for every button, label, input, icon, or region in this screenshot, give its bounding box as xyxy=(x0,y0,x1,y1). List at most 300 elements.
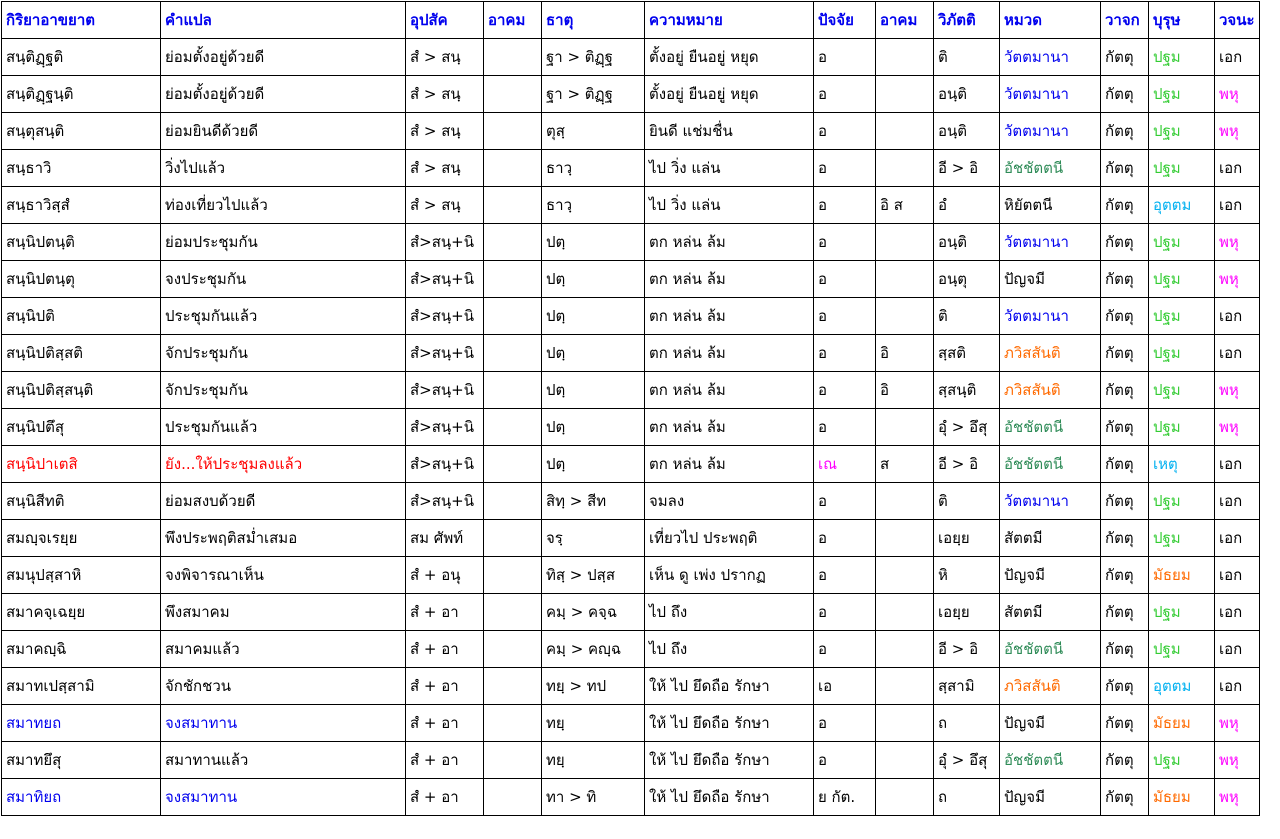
voice-cell: กัตตุ xyxy=(1101,113,1149,150)
person-cell: ปฐม xyxy=(1149,298,1215,335)
root-cell: ปตฺ xyxy=(542,261,645,298)
ending-cell: ติ xyxy=(934,483,1000,520)
augment-2-cell: อิ ส xyxy=(876,187,934,224)
verb-cell: สนฺติฏฺฐติ xyxy=(2,39,161,76)
meaning-cell: จมลง xyxy=(645,483,814,520)
augment-2-cell xyxy=(876,631,934,668)
number-cell: พหุ xyxy=(1215,779,1260,816)
ending-cell: ถ xyxy=(934,779,1000,816)
col-header-translation: คำแปล xyxy=(161,2,406,39)
table-row xyxy=(2,446,1260,483)
person-cell: ปฐม xyxy=(1149,483,1215,520)
meaning-cell: ไป ถึง xyxy=(645,594,814,631)
tense-group-cell: ปัญจมี xyxy=(1000,261,1101,298)
augment-2-cell xyxy=(876,520,934,557)
prefix-cell: สํ + อา xyxy=(406,631,484,668)
table-row xyxy=(2,668,1260,705)
voice-cell: กัตตุ xyxy=(1101,372,1149,409)
verb-cell: สนฺธาวิสฺสํ xyxy=(2,187,161,224)
voice-cell: กัตตุ xyxy=(1101,742,1149,779)
augment-cell xyxy=(484,446,542,483)
augment-2-cell xyxy=(876,483,934,520)
number-cell: พหุ xyxy=(1215,705,1260,742)
ending-cell: อุํ > อึสุ xyxy=(934,742,1000,779)
augment-2-cell xyxy=(876,557,934,594)
prefix-cell: สม ศัพท์ xyxy=(406,520,484,557)
ending-cell: อุํ > อึสุ xyxy=(934,409,1000,446)
translation-cell: จักชักชวน xyxy=(161,668,406,705)
table-row xyxy=(2,39,1260,76)
translation-cell: ย่อมประชุมกัน xyxy=(161,224,406,261)
root-cell: จรฺ xyxy=(542,520,645,557)
number-cell: เอก xyxy=(1215,631,1260,668)
verb-cell: สมาทิยถ xyxy=(2,779,161,816)
number-cell: พหุ xyxy=(1215,261,1260,298)
ending-cell: อนฺติ xyxy=(934,224,1000,261)
suffix-cell: อ xyxy=(814,187,876,224)
verb-cell: สนฺธาวิ xyxy=(2,150,161,187)
col-header-augment-2: อาคม xyxy=(876,2,934,39)
translation-cell: ประชุมกันแล้ว xyxy=(161,298,406,335)
suffix-cell: อ xyxy=(814,409,876,446)
number-cell: เอก xyxy=(1215,39,1260,76)
suffix-cell: อ xyxy=(814,742,876,779)
suffix-cell: อ xyxy=(814,76,876,113)
prefix-cell: สํ>สนฺ+นิ xyxy=(406,409,484,446)
translation-cell: ยัง...ให้ประชุมลงแล้ว xyxy=(161,446,406,483)
person-cell: ปฐม xyxy=(1149,631,1215,668)
person-cell: อุตตม xyxy=(1149,668,1215,705)
meaning-cell: ไป วิ่ง แล่น xyxy=(645,187,814,224)
augment-cell xyxy=(484,705,542,742)
table-row xyxy=(2,742,1260,779)
number-cell: เอก xyxy=(1215,668,1260,705)
table-row xyxy=(2,335,1260,372)
col-header-prefix: อุปสัค xyxy=(406,2,484,39)
suffix-cell: อ xyxy=(814,224,876,261)
number-cell: เอก xyxy=(1215,557,1260,594)
verb-cell: สนฺนิสีทติ xyxy=(2,483,161,520)
voice-cell: กัตตุ xyxy=(1101,557,1149,594)
meaning-cell: ให้ ไป ยึดถือ รักษา xyxy=(645,742,814,779)
augment-cell xyxy=(484,483,542,520)
meaning-cell: เที่ยวไป ประพฤติ xyxy=(645,520,814,557)
ending-cell: ถ xyxy=(934,705,1000,742)
meaning-cell: ตก หล่น ล้ม xyxy=(645,261,814,298)
suffix-cell: อ xyxy=(814,520,876,557)
augment-cell xyxy=(484,409,542,446)
col-header-suffix: ปัจจัย xyxy=(814,2,876,39)
root-cell: ปตฺ xyxy=(542,409,645,446)
number-cell: พหุ xyxy=(1215,409,1260,446)
tense-group-cell: อัชชัตตนี xyxy=(1000,446,1101,483)
verb-cell: สนฺนิปาเตสิ xyxy=(2,446,161,483)
person-cell: ปฐม xyxy=(1149,409,1215,446)
root-cell: คมฺ > คจฺฉ xyxy=(542,594,645,631)
table-row xyxy=(2,113,1260,150)
person-cell: ปฐม xyxy=(1149,39,1215,76)
augment-cell xyxy=(484,150,542,187)
verb-cell: สนฺนิปติ xyxy=(2,298,161,335)
translation-cell: วิ่งไปแล้ว xyxy=(161,150,406,187)
ending-cell: อี > อิ xyxy=(934,150,1000,187)
augment-2-cell xyxy=(876,261,934,298)
prefix-cell: สํ + อา xyxy=(406,705,484,742)
table-row xyxy=(2,372,1260,409)
prefix-cell: สํ + อา xyxy=(406,742,484,779)
root-cell: ทา > ทิ xyxy=(542,779,645,816)
augment-2-cell xyxy=(876,705,934,742)
voice-cell: กัตตุ xyxy=(1101,409,1149,446)
verb-cell: สมาคญฺฉิ xyxy=(2,631,161,668)
augment-2-cell xyxy=(876,742,934,779)
translation-cell: ย่อมตั้งอยู่ด้วยดี xyxy=(161,39,406,76)
number-cell: เอก xyxy=(1215,594,1260,631)
translation-cell: ย่อมตั้งอยู่ด้วยดี xyxy=(161,76,406,113)
header-row xyxy=(2,2,1260,39)
tense-group-cell: ปัญจมี xyxy=(1000,705,1101,742)
suffix-cell: อ xyxy=(814,483,876,520)
root-cell: คมฺ > คญฺฉ xyxy=(542,631,645,668)
prefix-cell: สํ > สนฺ xyxy=(406,39,484,76)
number-cell: เอก xyxy=(1215,298,1260,335)
verb-cell: สนฺนิปตนฺติ xyxy=(2,224,161,261)
number-cell: พหุ xyxy=(1215,76,1260,113)
verb-cell: สนฺนิปติสฺสติ xyxy=(2,335,161,372)
tense-group-cell: สัตตมี xyxy=(1000,520,1101,557)
prefix-cell: สํ>สนฺ+นิ xyxy=(406,335,484,372)
ending-cell: ติ xyxy=(934,298,1000,335)
col-header-number: วจนะ xyxy=(1215,2,1260,39)
root-cell: ปตฺ xyxy=(542,446,645,483)
prefix-cell: สํ>สนฺ+นิ xyxy=(406,446,484,483)
prefix-cell: สํ > สนฺ xyxy=(406,150,484,187)
ending-cell: หิ xyxy=(934,557,1000,594)
tense-group-cell: ปัญจมี xyxy=(1000,779,1101,816)
prefix-cell: สํ > สนฺ xyxy=(406,76,484,113)
tense-group-cell: อัชชัตตนี xyxy=(1000,409,1101,446)
augment-cell xyxy=(484,668,542,705)
col-header-verb: กิริยาอาขยาต xyxy=(2,2,161,39)
suffix-cell: เณ xyxy=(814,446,876,483)
verb-cell: สมาทเปสฺสามิ xyxy=(2,668,161,705)
voice-cell: กัตตุ xyxy=(1101,668,1149,705)
translation-cell: สมาทานแล้ว xyxy=(161,742,406,779)
meaning-cell: ยินดี แช่มชื่น xyxy=(645,113,814,150)
voice-cell: กัตตุ xyxy=(1101,446,1149,483)
col-header-voice: วาจก xyxy=(1101,2,1149,39)
prefix-cell: สํ>สนฺ+นิ xyxy=(406,372,484,409)
voice-cell: กัตตุ xyxy=(1101,298,1149,335)
tense-group-cell: ภวิสสันติ xyxy=(1000,335,1101,372)
augment-2-cell xyxy=(876,409,934,446)
ending-cell: เอยฺย xyxy=(934,594,1000,631)
ending-cell: อี > อิ xyxy=(934,446,1000,483)
voice-cell: กัตตุ xyxy=(1101,39,1149,76)
person-cell: ปฐม xyxy=(1149,742,1215,779)
person-cell: มัธยม xyxy=(1149,557,1215,594)
translation-cell: จงประชุมกัน xyxy=(161,261,406,298)
number-cell: เอก xyxy=(1215,446,1260,483)
voice-cell: กัตตุ xyxy=(1101,594,1149,631)
meaning-cell: เห็น ดู เพ่ง ปรากฏ xyxy=(645,557,814,594)
translation-cell: พึงสมาคม xyxy=(161,594,406,631)
root-cell: ฐา > ติฏฺฐ xyxy=(542,76,645,113)
prefix-cell: สํ>สนฺ+นิ xyxy=(406,224,484,261)
person-cell: ปฐม xyxy=(1149,150,1215,187)
augment-cell xyxy=(484,594,542,631)
suffix-cell: อ xyxy=(814,39,876,76)
suffix-cell: อ xyxy=(814,631,876,668)
suffix-cell: อ xyxy=(814,261,876,298)
root-cell: ปตฺ xyxy=(542,335,645,372)
tense-group-cell: วัตตมานา xyxy=(1000,76,1101,113)
augment-cell xyxy=(484,76,542,113)
person-cell: ปฐม xyxy=(1149,76,1215,113)
tense-group-cell: ปัญจมี xyxy=(1000,557,1101,594)
augment-cell xyxy=(484,520,542,557)
augment-cell xyxy=(484,742,542,779)
person-cell: ปฐม xyxy=(1149,335,1215,372)
ending-cell: สฺสามิ xyxy=(934,668,1000,705)
augment-2-cell xyxy=(876,76,934,113)
table-row xyxy=(2,187,1260,224)
tense-group-cell: วัตตมานา xyxy=(1000,113,1101,150)
tense-group-cell: วัตตมานา xyxy=(1000,39,1101,76)
meaning-cell: ให้ ไป ยึดถือ รักษา xyxy=(645,779,814,816)
translation-cell: ประชุมกันแล้ว xyxy=(161,409,406,446)
suffix-cell: อ xyxy=(814,372,876,409)
root-cell: ทยฺ > ทป xyxy=(542,668,645,705)
root-cell: ทยฺ xyxy=(542,742,645,779)
augment-cell xyxy=(484,113,542,150)
voice-cell: กัตตุ xyxy=(1101,631,1149,668)
person-cell: ปฐม xyxy=(1149,224,1215,261)
table-row xyxy=(2,631,1260,668)
prefix-cell: สํ > สนฺ xyxy=(406,187,484,224)
meaning-cell: ตก หล่น ล้ม xyxy=(645,446,814,483)
voice-cell: กัตตุ xyxy=(1101,705,1149,742)
root-cell: ปตฺ xyxy=(542,372,645,409)
prefix-cell: สํ + อา xyxy=(406,594,484,631)
number-cell: เอก xyxy=(1215,335,1260,372)
voice-cell: กัตตุ xyxy=(1101,483,1149,520)
verb-cell: สนฺนิปติสฺสนฺติ xyxy=(2,372,161,409)
prefix-cell: สํ + อา xyxy=(406,779,484,816)
number-cell: พหุ xyxy=(1215,742,1260,779)
person-cell: ปฐม xyxy=(1149,594,1215,631)
voice-cell: กัตตุ xyxy=(1101,335,1149,372)
person-cell: เหตุ xyxy=(1149,446,1215,483)
person-cell: ปฐม xyxy=(1149,372,1215,409)
tense-group-cell: หิยัตตนี xyxy=(1000,187,1101,224)
augment-2-cell xyxy=(876,594,934,631)
person-cell: ปฐม xyxy=(1149,261,1215,298)
suffix-cell: อ xyxy=(814,594,876,631)
person-cell: ปฐม xyxy=(1149,113,1215,150)
tense-group-cell: ภวิสสันติ xyxy=(1000,372,1101,409)
augment-cell xyxy=(484,298,542,335)
translation-cell: จักประชุมกัน xyxy=(161,335,406,372)
ending-cell: อนฺติ xyxy=(934,76,1000,113)
meaning-cell: ตก หล่น ล้ม xyxy=(645,298,814,335)
table-row xyxy=(2,705,1260,742)
root-cell: ธาวฺ xyxy=(542,150,645,187)
meaning-cell: ไป วิ่ง แล่น xyxy=(645,150,814,187)
number-cell: พหุ xyxy=(1215,372,1260,409)
table-row xyxy=(2,224,1260,261)
ending-cell: อํ xyxy=(934,187,1000,224)
voice-cell: กัตตุ xyxy=(1101,187,1149,224)
ending-cell: เอยฺย xyxy=(934,520,1000,557)
meaning-cell: ตก หล่น ล้ม xyxy=(645,372,814,409)
voice-cell: กัตตุ xyxy=(1101,779,1149,816)
augment-cell xyxy=(484,779,542,816)
table-row xyxy=(2,150,1260,187)
translation-cell: จงสมาทาน xyxy=(161,705,406,742)
ending-cell: อนฺตุ xyxy=(934,261,1000,298)
suffix-cell: เอ xyxy=(814,668,876,705)
verb-cell: สมนุปสฺสาหิ xyxy=(2,557,161,594)
tense-group-cell: วัตตมานา xyxy=(1000,224,1101,261)
table-row xyxy=(2,483,1260,520)
table-row xyxy=(2,779,1260,816)
person-cell: ปฐม xyxy=(1149,520,1215,557)
augment-2-cell xyxy=(876,224,934,261)
root-cell: ธาวฺ xyxy=(542,187,645,224)
augment-2-cell xyxy=(876,298,934,335)
verb-cell: สนฺตุสนฺติ xyxy=(2,113,161,150)
tense-group-cell: สัตตมี xyxy=(1000,594,1101,631)
tense-group-cell: อัชชัตตนี xyxy=(1000,742,1101,779)
augment-2-cell xyxy=(876,668,934,705)
suffix-cell: อ xyxy=(814,150,876,187)
table-row xyxy=(2,298,1260,335)
ending-cell: อนฺติ xyxy=(934,113,1000,150)
meaning-cell: ตั้งอยู่ ยืนอยู่ หยุด xyxy=(645,76,814,113)
suffix-cell: อ xyxy=(814,335,876,372)
translation-cell: พึงประพฤติสม่ำเสมอ xyxy=(161,520,406,557)
number-cell: เอก xyxy=(1215,187,1260,224)
suffix-cell: อ xyxy=(814,705,876,742)
translation-cell: จักประชุมกัน xyxy=(161,372,406,409)
conjugation-table xyxy=(1,1,1260,816)
table-body xyxy=(2,39,1260,816)
meaning-cell: ให้ ไป ยึดถือ รักษา xyxy=(645,705,814,742)
meaning-cell: ไป ถึง xyxy=(645,631,814,668)
prefix-cell: สํ + อา xyxy=(406,668,484,705)
augment-cell xyxy=(484,261,542,298)
number-cell: เอก xyxy=(1215,150,1260,187)
number-cell: พหุ xyxy=(1215,224,1260,261)
prefix-cell: สํ>สนฺ+นิ xyxy=(406,261,484,298)
number-cell: เอก xyxy=(1215,483,1260,520)
col-header-person: บุรุษ xyxy=(1149,2,1215,39)
augment-2-cell xyxy=(876,779,934,816)
root-cell: ฐา > ติฏฺฐ xyxy=(542,39,645,76)
ending-cell: สฺสติ xyxy=(934,335,1000,372)
col-header-meaning: ความหมาย xyxy=(645,2,814,39)
augment-2-cell xyxy=(876,113,934,150)
augment-cell xyxy=(484,557,542,594)
number-cell: เอก xyxy=(1215,520,1260,557)
translation-cell: จงสมาทาน xyxy=(161,779,406,816)
augment-cell xyxy=(484,187,542,224)
verb-cell: สมญฺจเรยฺย xyxy=(2,520,161,557)
verb-cell: สนฺนิปตึสุ xyxy=(2,409,161,446)
prefix-cell: สํ>สนฺ+นิ xyxy=(406,298,484,335)
ending-cell: สฺสนฺติ xyxy=(934,372,1000,409)
voice-cell: กัตตุ xyxy=(1101,520,1149,557)
augment-cell xyxy=(484,39,542,76)
verb-cell: สนฺติฏฺฐนฺติ xyxy=(2,76,161,113)
table-row xyxy=(2,520,1260,557)
translation-cell: ย่อมยินดีด้วยดี xyxy=(161,113,406,150)
augment-2-cell: อิ xyxy=(876,372,934,409)
table-row xyxy=(2,261,1260,298)
root-cell: ปตฺ xyxy=(542,224,645,261)
verb-cell: สนฺนิปตนฺตุ xyxy=(2,261,161,298)
col-header-tense-group: หมวด xyxy=(1000,2,1101,39)
translation-cell: สมาคมแล้ว xyxy=(161,631,406,668)
root-cell: ตุสฺ xyxy=(542,113,645,150)
augment-cell xyxy=(484,631,542,668)
meaning-cell: ตั้งอยู่ ยืนอยู่ หยุด xyxy=(645,39,814,76)
number-cell: พหุ xyxy=(1215,113,1260,150)
table-row xyxy=(2,557,1260,594)
ending-cell: ติ xyxy=(934,39,1000,76)
voice-cell: กัตตุ xyxy=(1101,150,1149,187)
root-cell: ทยฺ xyxy=(542,705,645,742)
prefix-cell: สํ + อนุ xyxy=(406,557,484,594)
col-header-root: ธาตุ xyxy=(542,2,645,39)
augment-cell xyxy=(484,372,542,409)
tense-group-cell: วัตตมานา xyxy=(1000,483,1101,520)
person-cell: อุตตม xyxy=(1149,187,1215,224)
table-row xyxy=(2,76,1260,113)
augment-2-cell xyxy=(876,39,934,76)
verb-cell: สมาทยถ xyxy=(2,705,161,742)
prefix-cell: สํ > สนฺ xyxy=(406,113,484,150)
augment-2-cell: ส xyxy=(876,446,934,483)
voice-cell: กัตตุ xyxy=(1101,224,1149,261)
prefix-cell: สํ>สนฺ+นิ xyxy=(406,483,484,520)
meaning-cell: ให้ ไป ยึดถือ รักษา xyxy=(645,668,814,705)
col-header-ending: วิภัตติ xyxy=(934,2,1000,39)
suffix-cell: อ xyxy=(814,113,876,150)
suffix-cell: ย กัต. xyxy=(814,779,876,816)
col-header-augment: อาคม xyxy=(484,2,542,39)
table-row xyxy=(2,409,1260,446)
voice-cell: กัตตุ xyxy=(1101,76,1149,113)
suffix-cell: อ xyxy=(814,557,876,594)
tense-group-cell: อัชชัตตนี xyxy=(1000,150,1101,187)
tense-group-cell: วัตตมานา xyxy=(1000,298,1101,335)
person-cell: มัธยม xyxy=(1149,779,1215,816)
augment-cell xyxy=(484,224,542,261)
translation-cell: จงพิจารณาเห็น xyxy=(161,557,406,594)
meaning-cell: ตก หล่น ล้ม xyxy=(645,224,814,261)
table-row xyxy=(2,594,1260,631)
verb-cell: สมาคจฺเฉยฺย xyxy=(2,594,161,631)
meaning-cell: ตก หล่น ล้ม xyxy=(645,335,814,372)
root-cell: สิทฺ > สีท xyxy=(542,483,645,520)
verb-cell: สมาทยึสุ xyxy=(2,742,161,779)
voice-cell: กัตตุ xyxy=(1101,261,1149,298)
translation-cell: ย่อมสงบด้วยดี xyxy=(161,483,406,520)
augment-cell xyxy=(484,335,542,372)
augment-2-cell xyxy=(876,150,934,187)
